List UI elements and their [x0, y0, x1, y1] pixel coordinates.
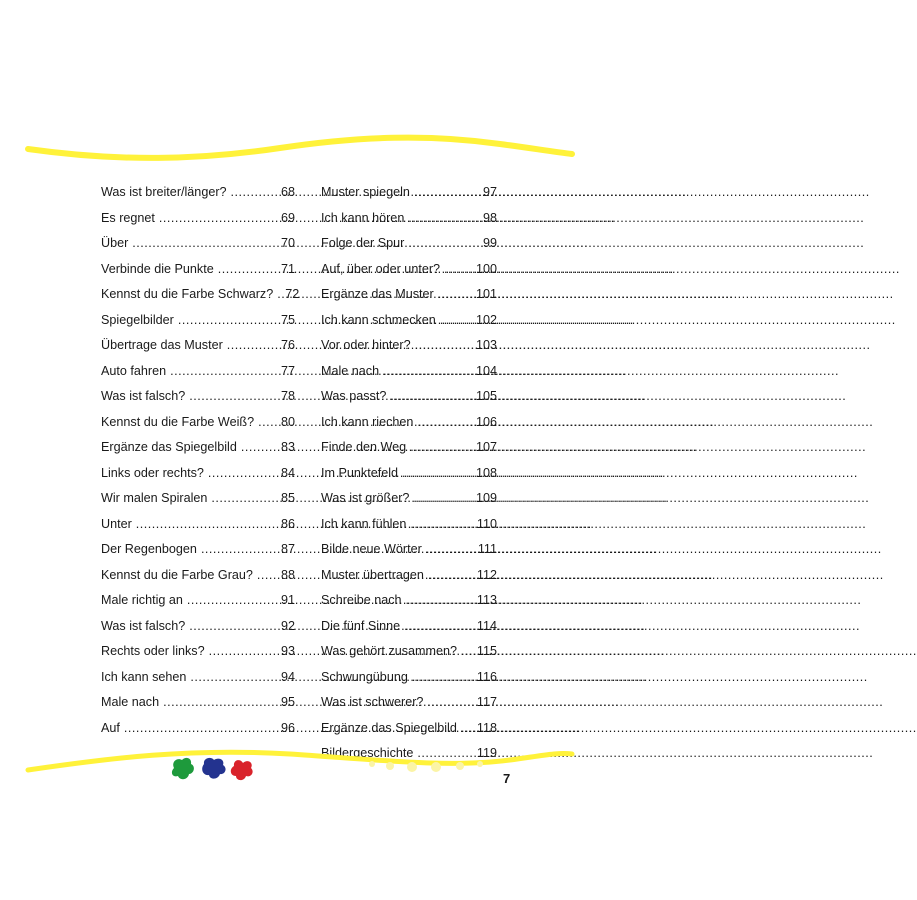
toc-entry-title: Male nach	[101, 695, 160, 709]
toc-entry-title: Was ist falsch?	[101, 618, 186, 633]
toc-entry	[101, 435, 295, 461]
toc-dot-leader	[408, 231, 481, 257]
toc-dot-leader	[277, 282, 283, 308]
toc-entry	[321, 716, 497, 742]
toc-entry-page: 99	[482, 236, 497, 250]
toc-entry-page: 83	[280, 440, 295, 454]
toc-entry	[321, 180, 497, 206]
toc-entry	[321, 461, 497, 487]
toc-dot-leader	[390, 384, 474, 410]
toc-entry-title: Es regnet	[101, 210, 155, 225]
toc-entry-title: Kennst du die Farbe Schwarz?	[101, 287, 274, 301]
toc-dot-leader	[410, 435, 474, 461]
trail-dot	[407, 762, 417, 772]
toc-entry-page: 113	[476, 593, 497, 607]
toc-entry-title: Ich kann sehen	[101, 669, 187, 684]
toc-entry-title: Ich kann fühlen	[321, 516, 407, 531]
toc-entry-page: 98	[482, 210, 497, 225]
toc-entry	[321, 563, 497, 589]
blue-paint-blot	[202, 758, 225, 779]
page-number: 7	[503, 771, 511, 786]
toc-entry-title: Ich kann hören	[321, 210, 405, 225]
toc-dot-leader	[406, 588, 475, 614]
toc-entry-page: 68	[280, 185, 295, 199]
green-paint-blot	[172, 758, 194, 779]
toc-entry-title: Ergänze das Muster	[321, 287, 434, 301]
toc-entry-page: 77	[280, 363, 295, 378]
toc-dot-leader	[136, 512, 279, 538]
toc-dot-leader	[402, 461, 474, 487]
toc-entry-page: 69	[280, 210, 295, 225]
toc-entry	[321, 639, 497, 665]
toc-entry	[101, 384, 295, 410]
toc-entry	[101, 231, 295, 257]
toc-entry	[101, 486, 295, 512]
toc-dot-leader	[417, 410, 474, 436]
toc-dot-leader	[438, 282, 474, 308]
toc-entry-title: Folge der Spur	[321, 236, 405, 250]
toc-entry	[101, 639, 295, 665]
toc-dot-leader	[208, 461, 279, 487]
toc-entry-title: Schwungübung	[321, 669, 408, 684]
toc-entry-title: Vor oder hinter?	[321, 338, 411, 352]
toc-entry	[101, 333, 295, 359]
toc-entry	[101, 308, 295, 334]
toc-dot-leader	[410, 512, 475, 538]
toc-entry-page: 93	[280, 644, 295, 658]
trail-dot	[477, 761, 483, 767]
toc-entry-title: Kennst du die Farbe Grau?	[101, 567, 253, 582]
toc-dot-leader	[404, 614, 475, 640]
toc-entry-page: 80	[280, 414, 295, 429]
toc-entry-page: 117	[476, 695, 497, 709]
toc-dot-leader	[190, 665, 279, 691]
toc-entry-page: 114	[476, 618, 497, 633]
toc-dot-leader	[440, 308, 474, 334]
toc-entry-page: 75	[280, 312, 295, 327]
toc-dot-leader	[227, 333, 279, 359]
toc-dot-leader	[444, 257, 474, 283]
toc-entry-title: Spiegelbilder	[101, 312, 174, 327]
toc-dot-leader	[211, 486, 279, 512]
toc-entry-page: 104	[475, 363, 497, 378]
toc-entry-page: 103	[475, 338, 497, 352]
toc-entry-title: Auf, über oder unter?	[321, 261, 441, 276]
toc-entry-page: 108	[475, 465, 497, 480]
toc-entry-title: Was ist breiter/länger?	[101, 185, 227, 199]
toc-entry-title: Der Regenbogen	[101, 542, 197, 556]
toc-entry	[321, 384, 497, 410]
toc-entry	[321, 257, 497, 283]
toc-entry-page: 71	[280, 261, 295, 276]
toc-entry-page: 76	[280, 338, 295, 352]
toc-dot-leader	[159, 206, 279, 232]
toc-entry	[101, 588, 295, 614]
trail-dot	[369, 761, 375, 767]
toc-entry-title: Male nach	[321, 363, 380, 378]
toc-entry	[321, 231, 497, 257]
toc-entry	[101, 180, 295, 206]
toc-entry-page: 72	[285, 287, 300, 301]
toc-entry-page: 111	[477, 542, 497, 556]
toc-dot-leader	[428, 563, 475, 589]
toc-entry	[101, 537, 295, 563]
toc-entry	[101, 282, 300, 308]
toc-dot-leader	[241, 435, 279, 461]
toc-entry-page: 101	[475, 287, 497, 301]
trail-dot	[386, 762, 394, 770]
toc-entry-title: Ich kann riechen	[321, 414, 414, 429]
toc-dot-leader	[218, 257, 279, 283]
toc-dot-leader	[124, 716, 279, 742]
toc-entry	[101, 359, 295, 385]
toc-dot-leader	[461, 639, 475, 665]
toc-entry-title: Verbinde die Punkte	[101, 261, 214, 276]
toc-entry-title: Über	[101, 236, 129, 250]
toc-dot-leader	[163, 690, 279, 716]
toc-entry-page: 107	[475, 440, 497, 454]
toc-entry-title: Auto fahren	[101, 363, 167, 378]
toc-entry-title: Bildergeschichte	[321, 746, 414, 760]
toc-entry	[101, 512, 295, 538]
toc-entry-title: Unter	[101, 516, 132, 531]
toc-dot-leader	[413, 486, 474, 512]
toc-entry	[321, 512, 497, 538]
toc-dot-leader	[427, 690, 475, 716]
toc-dot-leader	[209, 639, 279, 665]
toc-entry-page: 91	[280, 593, 295, 607]
toc-entry	[101, 690, 295, 716]
toc-dot-leader	[187, 588, 279, 614]
toc-dot-leader	[170, 359, 279, 385]
toc-entry-page: 102	[475, 312, 497, 327]
toc-entry	[321, 486, 497, 512]
toc-entry	[321, 333, 497, 359]
toc-entry	[321, 690, 497, 716]
toc-entry-title: Muster spiegeln	[321, 185, 410, 199]
toc-entry-page: 106	[475, 414, 497, 429]
toc-entry-title: Im Punktefeld	[321, 465, 399, 480]
toc-entry-title: Auf	[101, 720, 120, 735]
trail-dot	[431, 762, 441, 772]
toc-entry-page: 118	[476, 720, 497, 735]
toc-entry	[321, 410, 497, 436]
top-yellow-wave	[0, 132, 600, 172]
toc-entry	[101, 665, 295, 691]
toc-entry	[101, 614, 295, 640]
toc-entry-title: Was gehört zusammen?	[321, 644, 458, 658]
toc-entry-title: Ergänze das Spiegelbild	[321, 720, 457, 735]
toc-entry-title: Kennst du die Farbe Weiß?	[101, 414, 255, 429]
toc-entry-page: 88	[280, 567, 295, 582]
toc-entry-title: Wir malen Spiralen	[101, 491, 208, 505]
toc-entry-page: 92	[280, 618, 295, 633]
toc-entry-page: 109	[475, 491, 497, 505]
toc-dot-leader	[178, 308, 279, 334]
toc-dot-leader	[415, 333, 474, 359]
toc-entry	[321, 359, 497, 385]
toc-entry-title: Was ist größer?	[321, 491, 410, 505]
toc-dot-leader	[461, 716, 475, 742]
toc-entry-page: 97	[482, 185, 497, 199]
toc-dot-leader	[258, 410, 279, 436]
toc-entry	[321, 665, 497, 691]
toc-entry	[321, 435, 497, 461]
toc-entry	[321, 206, 497, 232]
toc-dot-leader	[408, 206, 481, 232]
toc-entry-title: Links oder rechts?	[101, 465, 204, 480]
toc-entry	[321, 282, 497, 308]
toc-entry-page: 84	[280, 465, 295, 480]
toc-entry-page: 119	[476, 746, 497, 760]
toc-entry-title: Übertrage das Muster	[101, 338, 223, 352]
toc-entry-page: 100	[475, 261, 497, 276]
toc-entry-page: 87	[280, 542, 295, 556]
top-wave-line	[28, 138, 572, 158]
toc-entry-title: Rechts oder links?	[101, 644, 205, 658]
toc-entry-page: 115	[476, 644, 497, 658]
toc-entry-page: 86	[280, 516, 295, 531]
toc-entry-page: 78	[280, 389, 295, 403]
toc-entry-page: 95	[280, 695, 295, 709]
toc-entry-title: Was ist falsch?	[101, 389, 186, 403]
toc-dot-leader	[426, 537, 476, 563]
toc-dot-leader	[412, 665, 475, 691]
toc-column-left	[101, 180, 300, 741]
toc-entry	[321, 588, 497, 614]
toc-entry-title: Bilde neue Wörter	[321, 542, 422, 556]
toc-entry	[101, 716, 295, 742]
red-paint-blot	[231, 760, 253, 780]
toc-entry-title: Finde den Weg	[321, 440, 407, 454]
toc-dot-leader	[414, 180, 481, 206]
toc-entry	[101, 461, 295, 487]
toc-dot-leader	[189, 384, 279, 410]
toc-entry	[101, 410, 295, 436]
toc-dot-leader	[189, 614, 279, 640]
toc-entry-title: Schreibe nach	[321, 593, 402, 607]
toc-entry	[321, 308, 497, 334]
toc-entry	[321, 614, 497, 640]
toc-entry-page: 85	[280, 491, 295, 505]
toc-entry-title: Was passt?	[321, 389, 387, 403]
toc-dot-leader	[383, 359, 474, 385]
toc-dot-leader	[132, 231, 279, 257]
toc-entry	[101, 206, 295, 232]
toc-dot-leader	[231, 180, 279, 206]
toc-entry-title: Ergänze das Spiegelbild	[101, 440, 237, 454]
paint-blots	[168, 754, 258, 784]
trail-dot	[456, 762, 464, 770]
toc-entry-title: Ich kann schmecken	[321, 312, 436, 327]
toc-entry-title: Muster übertragen	[321, 567, 424, 582]
toc-entry-page: 110	[476, 516, 497, 531]
toc-entry-title: Was ist schwerer?	[321, 695, 424, 709]
toc-entry-page: 94	[280, 669, 295, 684]
toc-dot-leader	[201, 537, 279, 563]
toc-entry-page: 105	[475, 389, 497, 403]
toc-dot-leader	[257, 563, 279, 589]
toc-entry-title: Die fünf Sinne	[321, 618, 401, 633]
toc-entry-title: Male richtig an	[101, 593, 183, 607]
toc-entry	[101, 563, 295, 589]
toc-column-right	[321, 180, 497, 767]
toc-entry-page: 70	[280, 236, 295, 250]
toc-entry-page: 116	[476, 669, 497, 684]
toc-entry-page: 112	[476, 567, 497, 582]
toc-entry-page: 96	[280, 720, 295, 735]
yellow-dot-trail	[360, 758, 500, 778]
toc-entry	[321, 537, 497, 563]
toc-entry	[101, 257, 295, 283]
